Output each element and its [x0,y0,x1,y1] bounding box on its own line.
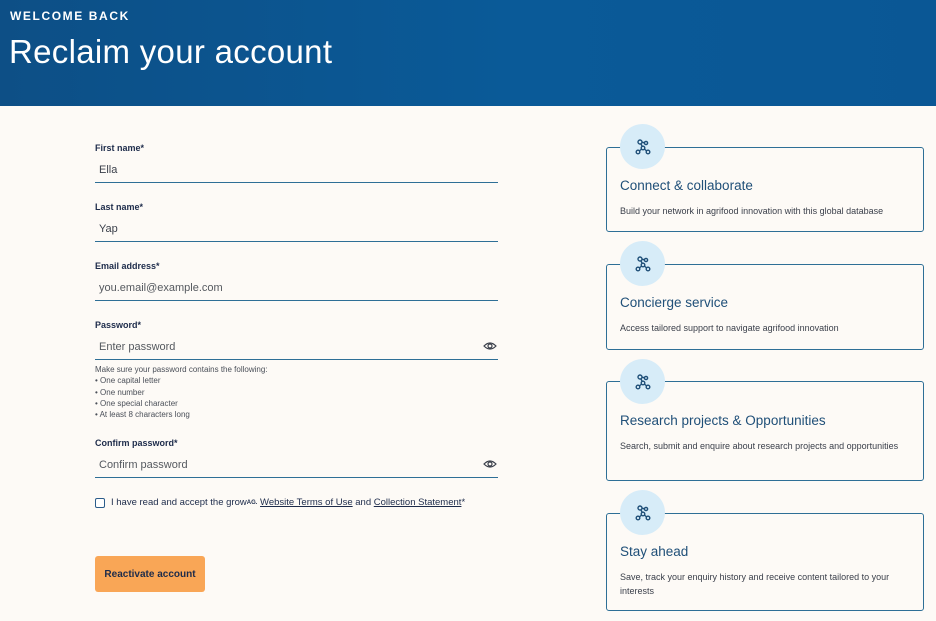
card-description: Build your network in agrifood innovation with this global database [620,206,884,216]
terms-and: and [355,497,372,508]
terms-superscript: AG. [246,499,258,506]
terms-of-use-link[interactable]: Website Terms of Use [260,497,353,508]
card-title: Connect & collaborate [620,178,753,193]
card-title: Concierge service [620,295,729,310]
password-hint-item: • One special character [95,398,178,408]
card-description: Access tailored support to navigate agrifood innovation [620,323,839,333]
card-description: Search, submit and enquire about research projects and opportunities [620,441,899,451]
card-icon-circle [620,359,665,404]
page-title: Reclaim your account [9,33,333,70]
password-field-wrap [95,335,498,360]
confirm-password-field-wrap [95,453,498,478]
first-name-field-wrap [95,158,498,183]
welcome-eyebrow: WELCOME BACK [10,9,130,23]
card-icon-circle [620,490,665,535]
password-hint-item: • At least 8 characters long [95,410,190,420]
card-icon-circle [620,241,665,286]
network-icon [634,138,652,156]
hero-banner [0,0,936,106]
first-name-input[interactable] [95,158,498,182]
password-requirements [95,364,268,420]
card-title: Research projects & Opportunities [620,413,826,428]
terms-checkbox[interactable] [95,498,105,508]
confirm-password-label: Confirm password* [95,438,178,448]
collection-statement-link[interactable]: Collection Statement [373,497,462,508]
terms-required-mark: * [461,497,466,508]
password-label: Password* [95,320,142,330]
network-icon [634,504,652,522]
first-name-label: First name* [95,143,145,153]
eye-icon[interactable] [483,341,497,351]
terms-text: I have read and accept the grow [111,497,247,508]
password-input[interactable] [95,335,498,359]
password-hint-item: • One number [95,387,145,397]
last-name-field-wrap [95,217,498,242]
email-field-wrap [95,276,498,301]
email-label: Email address* [95,261,160,271]
card-icon-circle [620,124,665,169]
reactivate-account-button[interactable]: Reactivate account [95,556,205,592]
email-input[interactable] [95,276,498,300]
last-name-label: Last name* [95,202,144,212]
network-icon [634,373,652,391]
network-icon [634,255,652,273]
eye-icon[interactable] [483,459,497,469]
card-title: Stay ahead [620,544,689,559]
last-name-input[interactable] [95,217,498,241]
card-description: Save, track your enquiry history and receive content tailored to your interests [620,572,890,596]
confirm-password-input[interactable] [95,453,498,477]
terms-row [95,497,465,508]
password-hint-item: • One capital letter [95,376,161,386]
password-hint-intro: Make sure your password contains the following: [95,365,268,374]
